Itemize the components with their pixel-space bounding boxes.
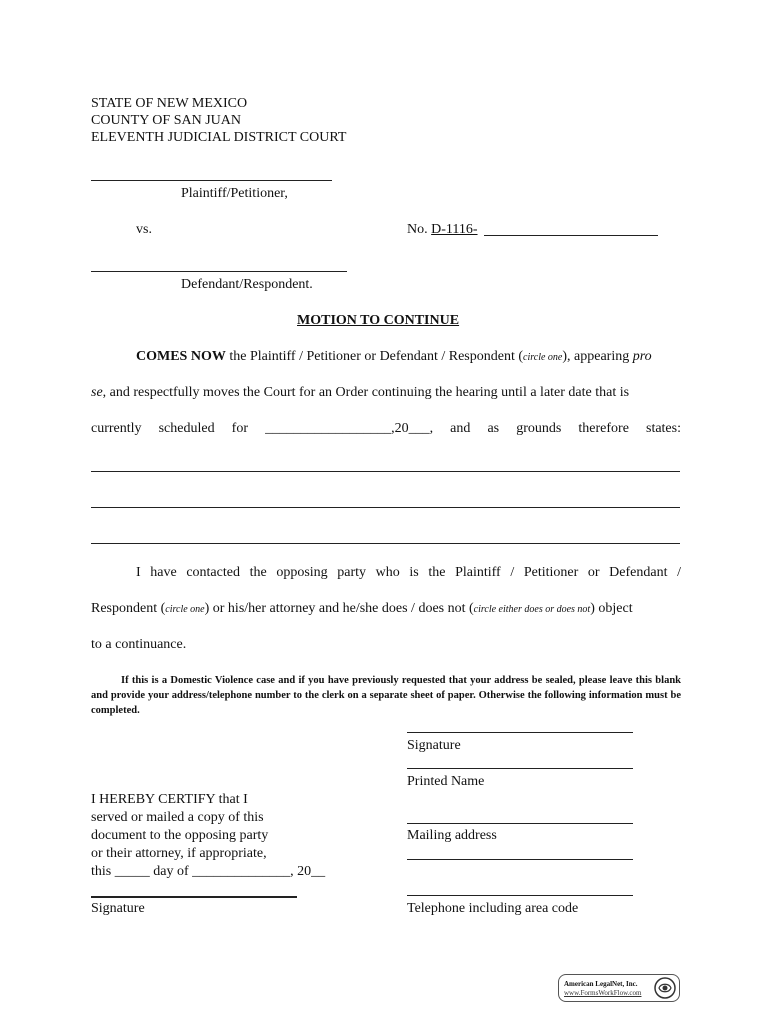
circle-one-note: circle one bbox=[523, 352, 563, 363]
signature-label: Signature bbox=[407, 738, 461, 753]
case-number-prefix: D-1116- bbox=[431, 222, 478, 237]
p2-text-d: ) object bbox=[590, 601, 633, 616]
court-header bbox=[91, 95, 346, 146]
publisher-badge bbox=[558, 974, 680, 1002]
paragraph-1-line-3: currently scheduled for __________________,20___, and as grounds therefore states: bbox=[91, 421, 681, 436]
circle-one-note-2: circle one bbox=[165, 604, 205, 615]
plaintiff-label: Plaintiff/Petitioner, bbox=[181, 186, 288, 201]
grounds-line-2[interactable] bbox=[91, 507, 680, 508]
certify-signature-line[interactable] bbox=[91, 896, 297, 898]
certificate-of-service bbox=[91, 791, 325, 881]
certify-line-5: this _____ day of ______________, 20__ bbox=[91, 864, 326, 879]
paragraph-2-line-3: to a continuance. bbox=[91, 637, 187, 652]
publisher-website[interactable]: www.FormsWorkFlow.com bbox=[564, 989, 642, 997]
defendant-label: Defendant/Respondent. bbox=[181, 277, 313, 292]
certify-line-4: or their attorney, if appropriate, bbox=[91, 846, 267, 861]
certify-line-1: I HEREBY CERTIFY that I bbox=[91, 792, 248, 807]
certify-line-2: served or mailed a copy of this bbox=[91, 810, 264, 825]
printed-name-label: Printed Name bbox=[407, 774, 485, 789]
p1-text-c: , and respectfully moves the Court for an Order continuing the hearing until a later date that is bbox=[102, 385, 630, 400]
case-number-line[interactable] bbox=[484, 235, 658, 236]
signature-line[interactable] bbox=[407, 732, 633, 733]
mailing-address-line-2[interactable] bbox=[407, 859, 633, 860]
comes-now: COMES NOW bbox=[136, 349, 226, 364]
p2-text-c: ) or his/her attorney and he/she does / does not ( bbox=[204, 601, 474, 616]
telephone-line[interactable] bbox=[407, 895, 633, 896]
case-number bbox=[407, 222, 478, 238]
paragraph-2-line-2 bbox=[91, 601, 633, 617]
certify-signature-label: Signature bbox=[91, 901, 145, 916]
p2-text-b: Respondent ( bbox=[91, 601, 166, 616]
paragraph-1-line-2 bbox=[91, 385, 629, 401]
court-name: ELEVENTH JUDICIAL DISTRICT COURT bbox=[91, 130, 347, 145]
domestic-violence-notice: If this is a Domestic Violence case and if you have previously requested that your address be sealed, please leave this blank and provide your address/telephone number to the clerk on a separate sheet of paper. Otherwise the following information must be completed. bbox=[91, 675, 681, 716]
mailing-address-label: Mailing address bbox=[407, 828, 497, 843]
court-state: STATE OF NEW MEXICO bbox=[91, 96, 248, 111]
motion-title: MOTION TO CONTINUE bbox=[297, 313, 460, 328]
paragraph-2-line-1: I have contacted the opposing party who is the Plaintiff / Petitioner or Defendant / bbox=[136, 565, 681, 580]
grounds-line-3[interactable] bbox=[91, 543, 680, 544]
telephone-label: Telephone including area code bbox=[407, 901, 579, 916]
pro-text: pro bbox=[632, 349, 652, 364]
certify-line-3: document to the opposing party bbox=[91, 828, 269, 843]
vs-label: vs. bbox=[136, 222, 152, 237]
court-county: COUNTY OF SAN JUAN bbox=[91, 113, 241, 128]
se-text: se bbox=[91, 385, 103, 400]
publisher-name: American LegalNet, Inc. bbox=[564, 980, 638, 988]
publisher-logo-icon bbox=[654, 977, 676, 999]
case-number-label: No. bbox=[407, 222, 428, 237]
circle-either-note: circle either does or does not bbox=[473, 604, 591, 615]
paragraph-1-line-1 bbox=[136, 349, 652, 365]
plaintiff-name-line[interactable] bbox=[91, 180, 332, 181]
mailing-address-line[interactable] bbox=[407, 823, 633, 824]
grounds-line-1[interactable] bbox=[91, 471, 680, 472]
p1-text-b: ), appearing bbox=[562, 349, 630, 364]
printed-name-line[interactable] bbox=[407, 768, 633, 769]
p1-text-a: the Plaintiff / Petitioner or Defendant / Respondent ( bbox=[229, 349, 524, 364]
defendant-name-line[interactable] bbox=[91, 271, 347, 272]
